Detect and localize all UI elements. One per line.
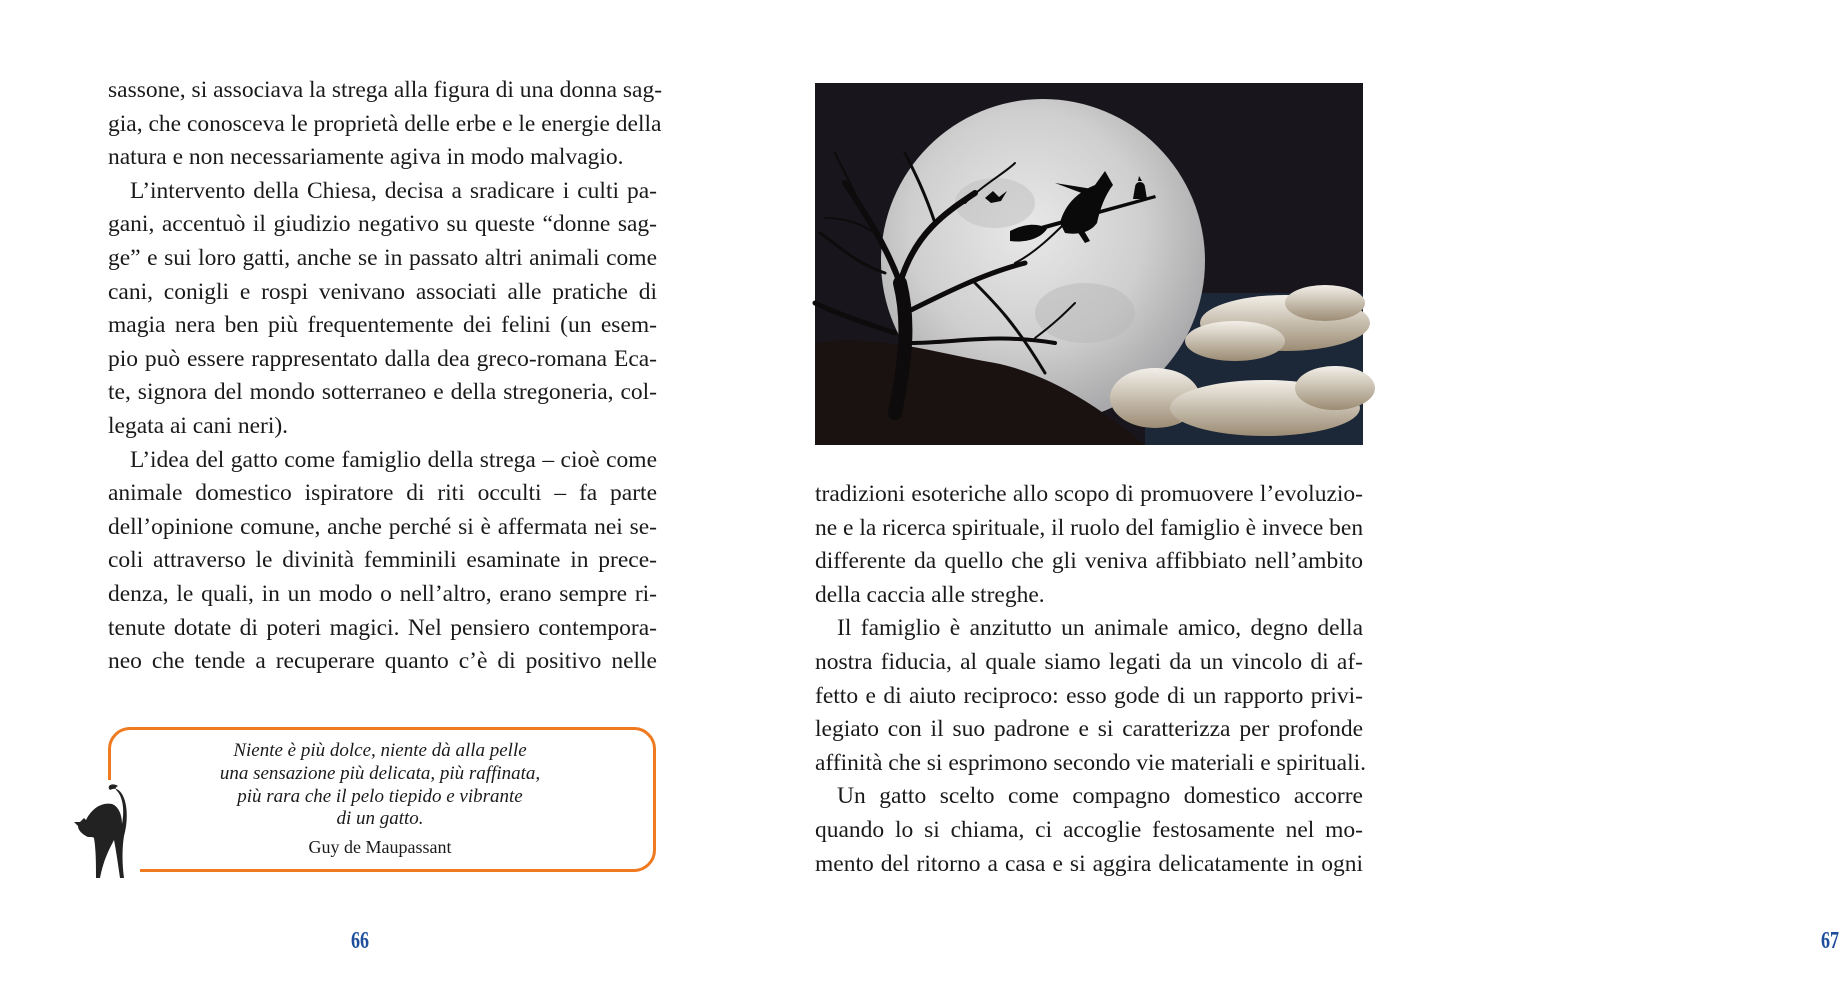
text-line: neo che tende a recuperare quanto c’è di positivo nelle	[108, 648, 657, 675]
text-line: Un gatto scelto come compagno domestico accorre	[837, 783, 1363, 810]
quote-line: più rara che il pelo tiepido e vibrante	[237, 785, 523, 807]
left-page-body-text	[108, 74, 663, 679]
text-line: tradizioni esoteriche allo scopo di promuovere l’evoluzio-	[815, 481, 1363, 507]
text-line: cani, conigli e rospi venivano associati alle pratiche di	[108, 278, 657, 305]
text-line: L’intervento della Chiesa, decisa a sradicare i culti pa-	[130, 177, 657, 204]
page-number-left: 66	[351, 928, 369, 954]
quote-line: Niente è più dolce, niente dà alla pelle	[233, 740, 527, 761]
text-line: denza, le quali, in un modo o nell’altro, erano sempre ri-	[108, 580, 657, 607]
text-line: gia, che conosceva le proprietà delle erbe e le energie della	[108, 110, 662, 137]
text-line: differente da quello che gli veniva affibbiato nell’ambito	[815, 548, 1363, 575]
right-page	[722, 0, 1839, 992]
text-line: animale domestico ispiratore di riti occulti – fa parte	[108, 480, 657, 507]
text-line: ge” e sui loro gatti, anche se in passato altri animali come	[108, 244, 657, 271]
text-line: mento del ritorno a casa e si aggira delicatamente in ogni	[815, 850, 1363, 877]
witch-moon-illustration	[815, 83, 1363, 445]
text-line: quando lo si chiama, ci accoglie festosamente nel mo-	[815, 816, 1363, 843]
text-line: legata ai cani neri).	[108, 412, 289, 439]
quote-line: una sensazione più delicata, più raffinata,	[219, 762, 541, 784]
text-line: tenute dotate di poteri magici. Nel pensiero contempora-	[108, 614, 657, 641]
text-line: coli attraverso le divinità femminili esaminate in prece-	[108, 547, 657, 574]
witch-moon-image	[815, 83, 1363, 445]
text-line: dell’opinione comune, anche perché si è affermata nei se-	[108, 513, 657, 540]
page-number-right: 67	[1821, 928, 1839, 954]
text-line: affinità che si esprimono secondo vie materiali e spirituali.	[815, 749, 1366, 776]
text-line: magia nera ben più frequentemente dei felini (un esem-	[108, 312, 657, 339]
text-line: legiato con il suo padrone e si caratterizza per profonde	[815, 716, 1363, 743]
text-line: ne e la ricerca spirituale, il ruolo del famiglio è invece ben	[815, 514, 1364, 541]
text-line: L’idea del gatto come famiglio della strega – cioè come	[130, 446, 657, 473]
quote-author: Guy de Maupassant	[308, 837, 452, 857]
quote-text	[150, 740, 610, 831]
black-cat-icon	[70, 778, 144, 882]
text-line: te, signora del mondo sotterraneo e della stregoneria, col-	[108, 379, 657, 406]
text-line: Il famiglio è anzitutto un animale amico, degno della	[837, 615, 1363, 642]
text-line: nostra fiducia, al quale siamo legati da un vincolo di af-	[815, 648, 1363, 675]
right-page-body-text	[815, 478, 1366, 881]
text-line: della caccia alle streghe.	[815, 581, 1045, 608]
text-line: fetto e di aiuto reciproco: esso gode di un rapporto privi-	[815, 682, 1363, 709]
text-line: pio può essere rappresentato dalla dea greco-romana Eca-	[108, 345, 657, 372]
text-line: gani, accentuò il giudizio negativo su queste “donne sag-	[108, 211, 657, 238]
text-line: natura e non necessariamente agiva in modo malvagio.	[108, 144, 624, 171]
text-line: sassone, si associava la strega alla figura di una donna sag-	[108, 77, 663, 103]
quote-line: di un gatto.	[336, 808, 424, 830]
left-page	[0, 0, 722, 992]
